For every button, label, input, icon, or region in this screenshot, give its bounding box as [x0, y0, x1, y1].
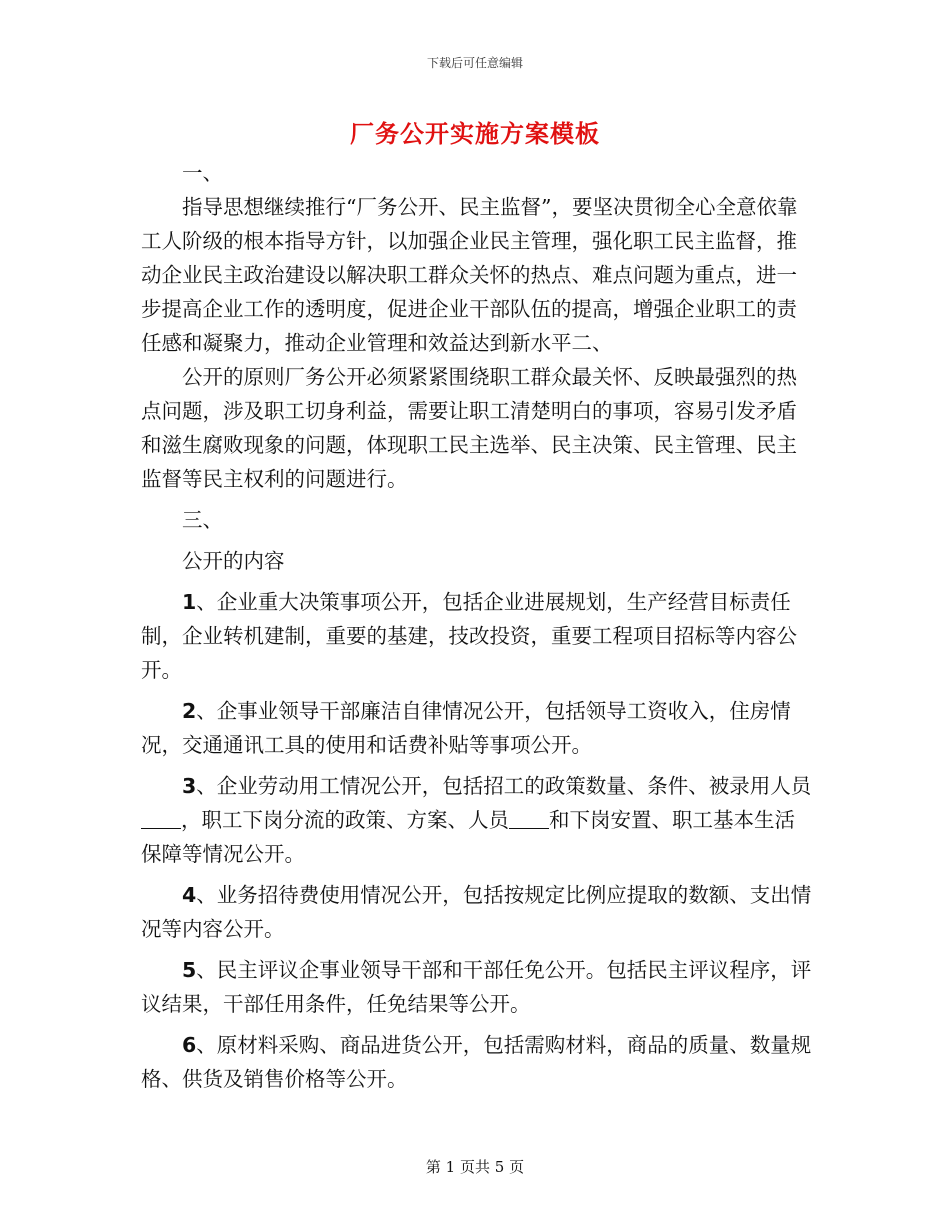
item-text: 、业务招待费使用情况公开，包括按规定比例应提取的数额、支出情况等内容公开。: [141, 883, 812, 941]
item-text: 和下岗安置、职工基本生活保障等情况公开。: [141, 808, 795, 866]
fill-in-blank: [509, 808, 549, 829]
list-item: [141, 1028, 813, 1096]
section-title: 公开的内容: [182, 549, 285, 573]
item-text: 、民主评议企事业领导干部和干部任免公开。包括民主评议程序，评议结果，干部任用条件，任免结果等公开。: [141, 958, 812, 1016]
item-text: ，职工下岗分流的政策、方案、人员: [181, 808, 509, 832]
paragraph: 指导思想继续推行“厂务公开、民主监督”，要坚决贯彻全心全意依靠工人阶级的根本指导方针，以加强企业民主管理，强化职工民主监督，推动企业民主政治建设以解决职工群众关怀的热点、难点问题为重点，进一步提高企业工作的透明度，促进企业干部队伍的提高，增强企业职工的责任感和凝聚力，推动企业管理和效益达到新水平二、: [141, 195, 798, 355]
item-number: 2: [182, 699, 197, 723]
header-note: 下载后可任意编辑: [426, 56, 523, 70]
item-text: 、企业重大决策事项公开，包括企业进展规划，生产经营目标责任制，企业转机建制，重要的基建，技改投资，重要工程项目招标等内容公开。: [141, 590, 797, 682]
page-number: 第 1 页共 5 页: [425, 1158, 525, 1176]
item-number: 6: [182, 1033, 197, 1057]
item-number: 5: [182, 958, 197, 982]
list-item: [141, 953, 813, 1021]
section-heading: 三、: [182, 508, 223, 532]
list-item: [141, 769, 813, 871]
item-text: 、企业劳动用工情况公开，包括招工的政策数量、条件、被录用人员: [196, 774, 812, 798]
item-number: 4: [182, 883, 197, 907]
fill-in-blank: [141, 808, 181, 829]
section-heading: 一、: [182, 161, 223, 185]
list-item: [141, 878, 813, 946]
item-number: 3: [182, 774, 197, 798]
paragraph: 公开的原则厂务公开必须紧紧围绕职工群众最关怀、反映最强烈的热点问题，涉及职工切身利益，需要让职工清楚明白的事项，容易引发矛盾和滋生腐败现象的问题，体现职工民主选举、民主决策、民主管理、民主监督等民主权利的问题进行。: [141, 365, 797, 491]
item-text: 、原材料采购、商品进货公开，包括需购材料，商品的质量、数量规格、供货及销售价格等公开。: [141, 1033, 812, 1091]
list-item: [141, 694, 813, 762]
list-item: [141, 585, 813, 687]
document-title: 厂务公开实施方案模板: [350, 120, 600, 148]
item-text: 、企事业领导干部廉洁自律情况公开，包括领导工资收入，住房情况，交通通讯工具的使用和话费补贴等事项公开。: [141, 699, 791, 757]
document-body: [141, 156, 813, 1096]
item-number: 1: [182, 590, 197, 614]
